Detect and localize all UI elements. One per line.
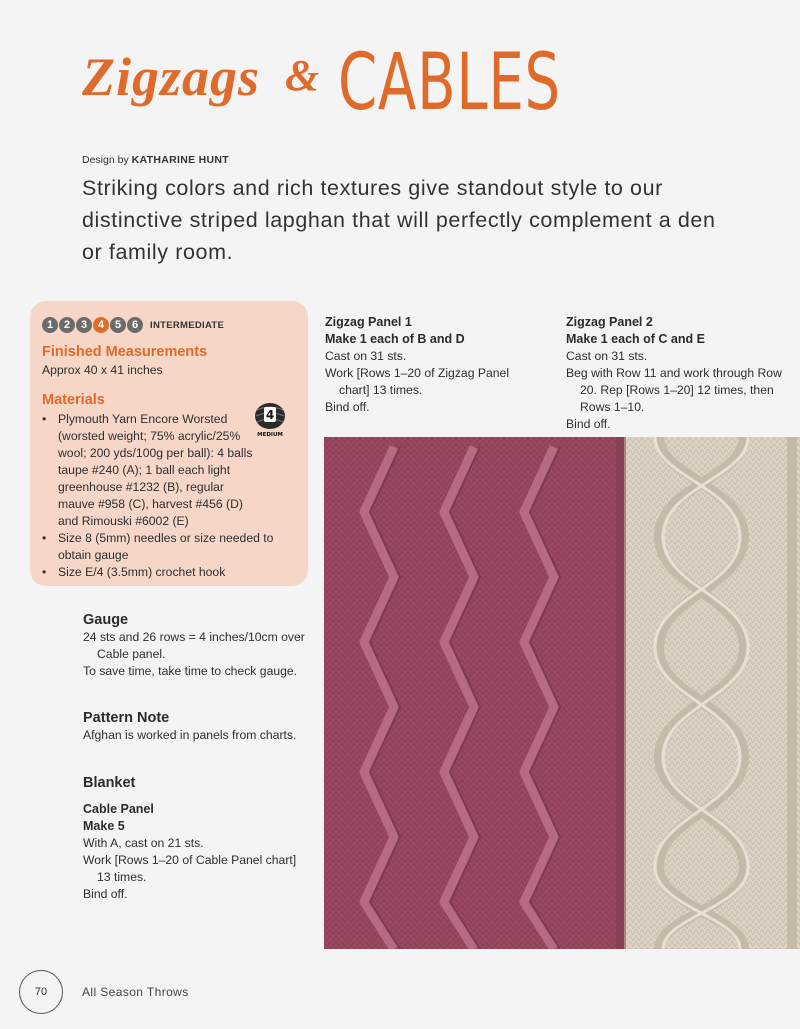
zigzag-panel-1-heading xyxy=(325,314,465,348)
finished-measurements-heading: Finished Measurements xyxy=(42,344,208,360)
instruction-line: Cast on 31 sts. xyxy=(325,349,407,363)
skill-level-3-icon: 3 xyxy=(76,317,92,333)
cable-panel-title: Cable Panel xyxy=(83,802,154,816)
gauge-text xyxy=(83,629,313,680)
bullet-icon: • xyxy=(42,531,47,545)
cable-panel-subtitle: Make 5 xyxy=(83,819,125,833)
blanket-heading: Blanket xyxy=(83,775,136,791)
instruction-line: Bind off. xyxy=(83,887,128,901)
design-credit-prefix: Design by xyxy=(82,154,129,166)
page-number: 70 xyxy=(19,970,63,1014)
pattern-note-heading: Pattern Note xyxy=(83,710,170,726)
designer-name: KATHARINE HUNT xyxy=(131,154,229,166)
skill-level-6-icon: 6 xyxy=(127,317,143,333)
zigzag-panel-2-subtitle: Make 1 each of C and E xyxy=(566,332,705,346)
title-caps-word: CABLES xyxy=(338,38,561,128)
instruction-line: Cast on 31 sts. xyxy=(566,349,648,363)
bullet-icon: • xyxy=(42,565,47,579)
instruction-line: Bind off. xyxy=(566,417,611,431)
zigzag-panel-2-title: Zigzag Panel 2 xyxy=(566,315,653,329)
instruction-line: Bind off. xyxy=(325,400,370,414)
skill-level-label: INTERMEDIATE xyxy=(150,319,225,331)
skill-level-row xyxy=(42,317,224,333)
knit-swatch-photo xyxy=(324,437,800,949)
materials-item xyxy=(38,530,306,564)
instruction-line: Work [Rows 1–20 of Zigzag Panel chart] 13 times. xyxy=(325,366,510,397)
title-script-word: Zigzags xyxy=(82,47,261,107)
title-ampersand: & xyxy=(285,51,320,100)
zigzag-panel-2-heading xyxy=(566,314,705,348)
skill-level-5-icon: 5 xyxy=(110,317,126,333)
zigzag-panel-1-instructions xyxy=(325,348,535,416)
pattern-note-text: Afghan is worked in panels from charts. xyxy=(83,728,297,742)
skill-level-1-icon: 1 xyxy=(42,317,58,333)
intro-paragraph: Striking colors and rich textures give standout style to our distinctive striped lapghan that will perfectly complement a den or family room. xyxy=(82,176,716,264)
yarn-weight-icon xyxy=(253,402,287,438)
materials-item-text: Size 8 (5mm) needles or size needed to obtain gauge xyxy=(58,531,274,562)
cable-panel-heading xyxy=(83,801,154,835)
book-title: All Season Throws xyxy=(82,985,189,999)
instruction-line: Beg with Row 11 and work through Row 20. Rep [Rows 1–20] 12 times, then Rows 1–10. xyxy=(566,366,782,414)
instruction-line: With A, cast on 21 sts. xyxy=(83,836,204,850)
zigzag-panel-1-title: Zigzag Panel 1 xyxy=(325,315,412,329)
materials-heading: Materials xyxy=(42,392,105,408)
zigzag-panel-1-subtitle: Make 1 each of B and D xyxy=(325,332,465,346)
gauge-line: To save time, take time to check gauge. xyxy=(83,664,298,678)
materials-item-text: Plymouth Yarn Encore Worsted (worsted weight; 75% acrylic/25% wool; 200 yds/100g per ball): 4 balls taupe #240 (A); 1 ball each light greenhouse #1232 (B), regular mauve #958 (C), harvest #456 (D) and Rimouski #6002 (E) xyxy=(58,412,253,528)
skill-level-4-icon: 4 xyxy=(93,317,109,333)
zigzag-panel-2-instructions xyxy=(566,348,786,433)
bullet-icon: • xyxy=(42,412,47,426)
cable-panel-instructions xyxy=(83,835,313,903)
design-credit xyxy=(82,154,229,166)
materials-item xyxy=(38,564,306,581)
gauge-line: 24 sts and 26 rows = 4 inches/10cm over Cable panel. xyxy=(83,630,305,661)
finished-measurements-text: Approx 40 x 41 inches xyxy=(42,363,163,377)
yarn-weight-number: 4 xyxy=(265,408,275,422)
skill-level-2-icon: 2 xyxy=(59,317,75,333)
gauge-heading: Gauge xyxy=(83,612,129,628)
instruction-line: Work [Rows 1–20 of Cable Panel chart] 13 times. xyxy=(83,853,297,884)
materials-item-text: Size E/4 (3.5mm) crochet hook xyxy=(58,565,226,579)
yarn-weight-label: MEDIUM xyxy=(257,432,283,438)
